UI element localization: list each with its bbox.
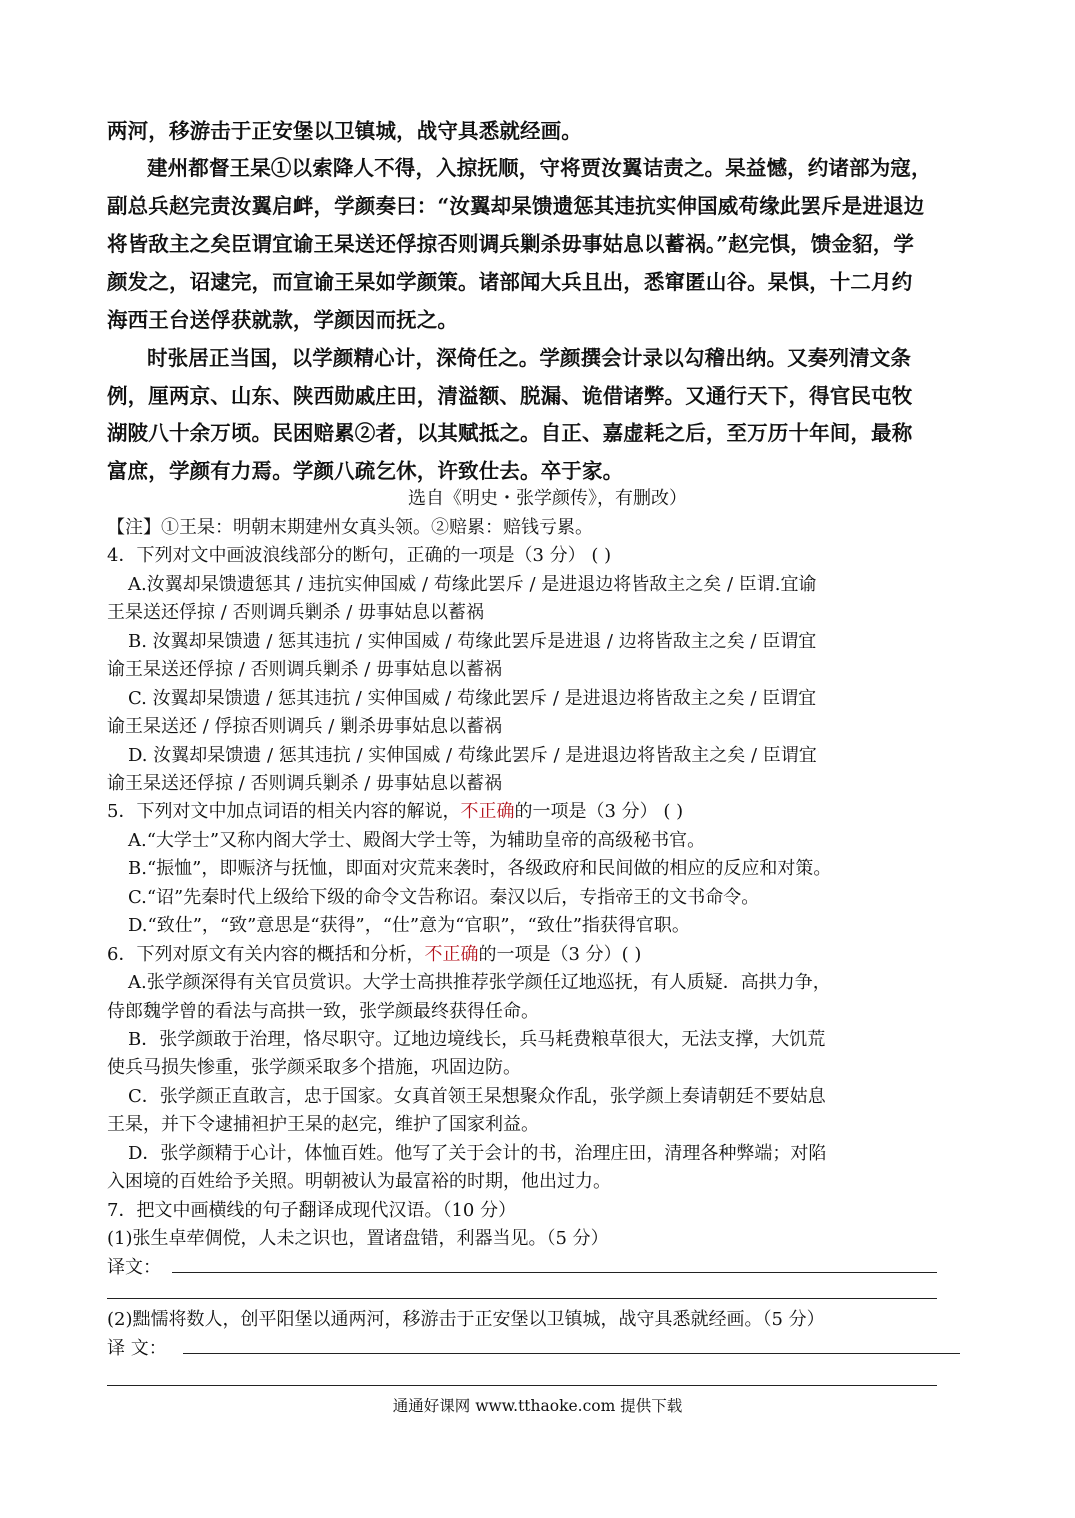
question-5-option-d: D.“致仕”，“致”意思是“获得”，“仕”意为“官职”，“致仕”指获得官职。: [128, 915, 690, 936]
question-6-stem-pre: 6．下列对原文有关内容的概括和分析，: [107, 944, 425, 965]
question-7-stem: 7．把文中画横线的句子翻译成现代汉语。（10 分）: [107, 1200, 517, 1221]
question-5-stem-post: 的一项是（3 分） ( ): [514, 801, 684, 822]
translation-label-2: 译 文：: [107, 1338, 167, 1359]
question-4-option-b-cont: 谕王杲送还俘掠 / 否则调兵剿杀 / 毋事姑息以蓄祸: [107, 659, 503, 680]
question-6-stem-post: 的一项是（3 分）( ): [478, 944, 642, 965]
question-5-option-c: C.“诏”先秦时代上级给下级的命令文告称诏。秦汉以后，专指帝王的文书命令。: [128, 887, 760, 908]
question-6-option-a: A.张学颜深得有关官员赏识。大学士高拱推荐张学颜任辽地巡抚，有人质疑．高拱力争，: [128, 972, 831, 993]
question-4-stem: 4．下列对文中画波浪线部分的断句，正确的一项是（3 分） ( ): [107, 545, 612, 566]
passage-line: 副总兵赵完责汝翼启衅，学颜奏曰：“汝翼却杲馈遗惩其违抗实伸国威苟缘此罢斥是进退边: [107, 194, 925, 218]
answer-line-2[interactable]: [183, 1353, 960, 1354]
question-5-option-b: B.“振恤”，即赈济与抚恤，即面对灾荒来袭时，各级政府和民间做的相应的反应和对策。: [128, 858, 832, 879]
question-6-stem: [107, 940, 641, 966]
question-5-emphasis: 不正确: [460, 801, 515, 822]
question-7-sentence-1: (1)张生卓荦倜傥，人未之识也，置诸盘错，利器当见。（5 分）: [107, 1228, 609, 1249]
question-6-option-c-cont: 王杲，并下令逮捕袒护王杲的赵完，维护了国家利益。: [107, 1114, 539, 1135]
answer-line-2b[interactable]: [107, 1385, 937, 1386]
question-4-option-a-cont: 王杲送还俘掠 / 否则调兵剿杀 / 毋事姑息以蓄祸: [107, 602, 485, 623]
translation-label-1: 译文：: [107, 1257, 161, 1278]
passage-line: 两河，移游击于正安堡以卫镇城，战守具悉就经画。: [107, 119, 582, 143]
question-5-option-a: A.“大学士”又称内阁大学士、殿阁大学士等，为辅助皇帝的高级秘书官。: [128, 830, 706, 851]
question-7-sentence-2: (2)黜懦将数人，创平阳堡以通两河，移游击于正安堡以卫镇城，战守具悉就经画。（5 分）: [107, 1309, 825, 1330]
question-5-stem: [107, 797, 683, 823]
question-4-option-c: C. 汝翼却杲馈遗 / 惩其违抗 / 实伸国威 / 苟缘此罢斥 / 是进退边将皆敌主之矣 / 臣谓宜: [128, 688, 817, 709]
answer-line-1[interactable]: [172, 1272, 937, 1273]
passage-paragraph-start: 时张居正当国，以学颜精心计，深倚任之。学颜撰会计录以勾稽出纳。又奏列清文条: [147, 346, 912, 370]
annotation-note: 【注】①王杲：明朝末期建州女真头领。②赔累：赔钱亏累。: [107, 517, 593, 538]
source-citation: 选自《明史・张学颜传》，有删改）: [408, 488, 687, 509]
passage-paragraph-start: 建州都督王杲①以索降人不得，入掠抚顺，守将贾汝翼诘责之。杲益憾，约诸部为寇，: [147, 156, 932, 180]
question-4-option-b: B. 汝翼却杲馈遗 / 惩其违抗 / 实伸国威 / 苟缘此罢斥是进退 / 边将皆敌主之矣 / 臣谓宜: [128, 631, 817, 652]
passage-line: 湖陂八十余万顷。民困赔累②者，以其赋抵之。自正、嘉虚耗之后，至万历十年间，最称: [107, 421, 913, 445]
question-6-emphasis: 不正确: [424, 944, 479, 965]
footer-credit: 通通好课网 www.tthaoke.com 提供下载: [392, 1397, 683, 1415]
question-5-stem-pre: 5．下列对文中加点词语的相关内容的解说，: [107, 801, 461, 822]
question-6-option-c: C．张学颜正直敢言，忠于国家。女真首领王杲想聚众作乱，张学颜上奏请朝廷不要姑息: [128, 1086, 826, 1107]
question-4-option-d: D. 汝翼却杲馈遗 / 惩其违抗 / 实伸国威 / 苟缘此罢斥 / 是进退边将皆敌主之矣 / 臣谓宜: [128, 745, 817, 766]
passage-line: 富庶，学颜有力焉。学颜八疏乞休，许致仕去。卒于家。: [107, 459, 624, 483]
passage-line: 将皆敌主之矣臣谓宜谕王杲送还俘掠否则调兵剿杀毋事姑息以蓄祸。”赵完惧，馈金貂，学: [107, 232, 915, 256]
question-6-option-d: D．张学颜精于心计，体恤百姓。他写了关于会计的书，治理庄田，清理各种弊端；对陷: [128, 1143, 827, 1164]
question-6-option-b: B．张学颜敢于治理，恪尽职守。辽地边境线长，兵马耗费粮草很大，无法支撑，大饥荒: [128, 1029, 826, 1050]
question-6-option-a-cont: 侍郎魏学曾的看法与高拱一致，张学颜最终获得任命。: [107, 1001, 539, 1022]
passage-line: 例，厘两京、山东、陕西勋戚庄田，清溢额、脱漏、诡借诸弊。又通行天下，得官民屯牧: [107, 384, 913, 408]
question-6-option-b-cont: 使兵马损失惨重，张学颜采取多个措施，巩固边防。: [107, 1057, 521, 1078]
passage-line: 海西王台送俘获就款，学颜因而抚之。: [107, 308, 459, 332]
question-6-option-d-cont: 入困境的百姓给予关照。明朝被认为最富裕的时期，他出过力。: [107, 1171, 611, 1192]
question-4-option-c-cont: 谕王杲送还 / 俘掠否则调兵 / 剿杀毋事姑息以蓄祸: [107, 716, 503, 737]
question-4-option-a: A.汝翼却杲馈遗惩其 / 违抗实伸国威 / 苟缘此罢斥 / 是进退边将皆敌主之矣 / 臣谓.宜谕: [128, 574, 817, 595]
answer-line-1b[interactable]: [107, 1298, 937, 1299]
passage-line: 颜发之，诏逮完，而宣谕王杲如学颜策。诸部闻大兵且出，悉窜匿山谷。杲惧，十二月约: [107, 270, 913, 294]
question-4-option-d-cont: 谕王杲送还俘掠 / 否则调兵剿杀 / 毋事姑息以蓄祸: [107, 773, 503, 794]
